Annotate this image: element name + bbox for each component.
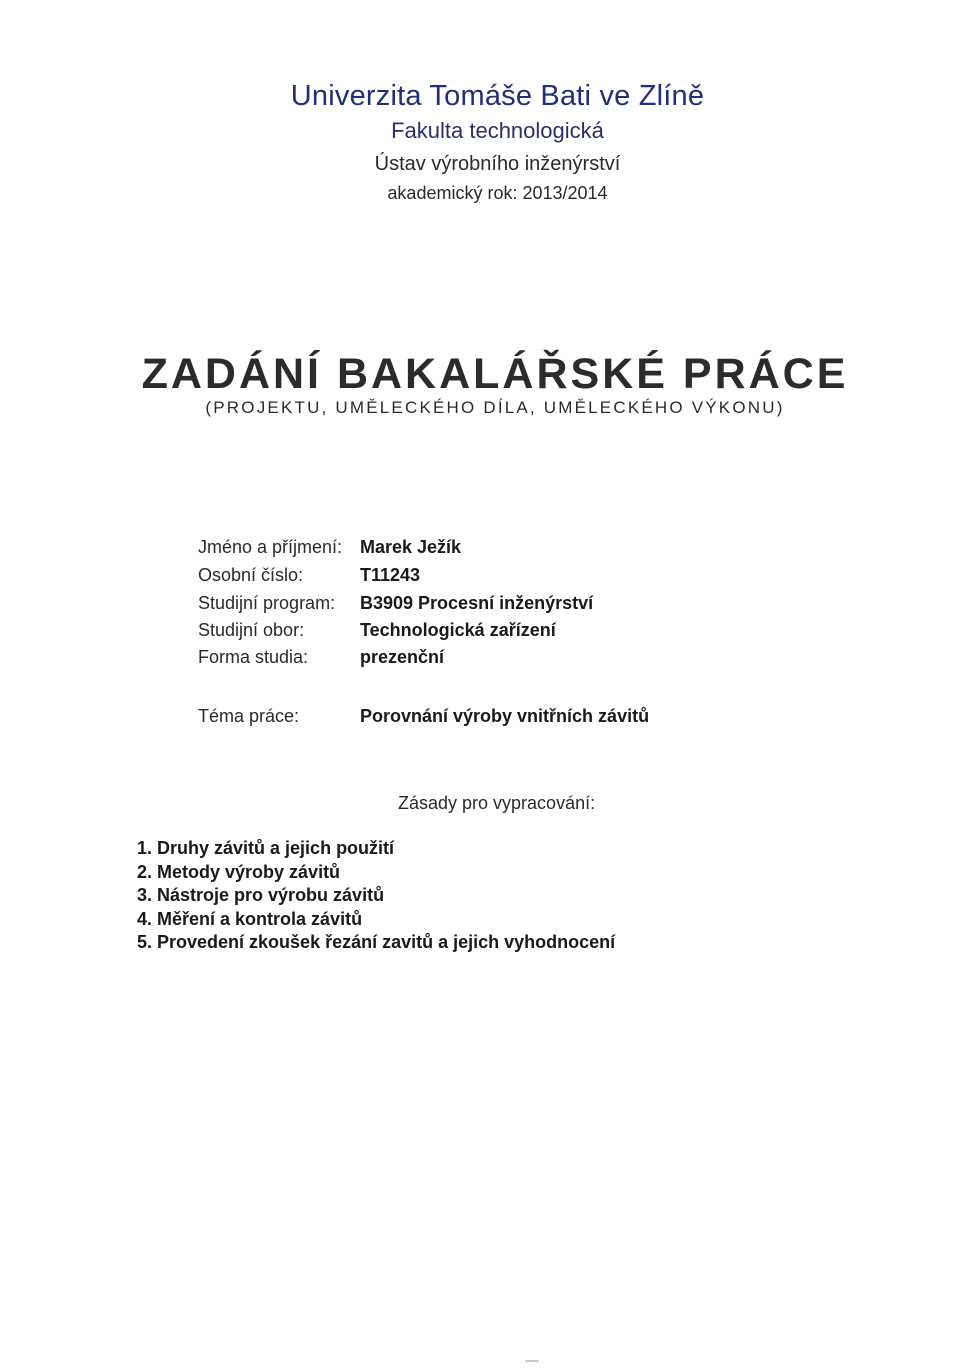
field-value: B3909 Procesní inženýrství [360, 593, 594, 613]
field-value: Technologická zařízení [360, 620, 556, 640]
principles-heading: Zásady pro vypracování: [398, 793, 596, 813]
academic-year: akademický rok: 2013/2014 [387, 183, 608, 203]
field-label: Jméno a příjmení: [198, 537, 343, 557]
list-item: 4. Měření a kontrola závitů [137, 908, 363, 929]
field-label: Osobní číslo: [198, 565, 304, 585]
topic-value: Porovnání výroby vnitřních závitů [360, 706, 650, 726]
field-label: Studijní program: [198, 593, 336, 613]
field-label: Forma studia: [198, 647, 309, 667]
list-item: 1. Druhy závitů a jejich použití [137, 838, 395, 858]
list-item: 5. Provedení zkoušek řezání zavitů a jejich vyhodnocení [137, 932, 616, 952]
university-name: Univerzita Tomáše Bati ve Zlíně [290, 80, 705, 112]
field-value: prezenční [360, 647, 445, 667]
field-value: Marek Ježík [360, 537, 462, 557]
list-item: 2. Metody výroby závitů [137, 861, 341, 882]
principles-list [137, 837, 615, 955]
faculty-name: Fakulta technologická [391, 118, 604, 143]
institute-name: Ústav výrobního inženýrství [374, 153, 621, 175]
list-item: 3. Nástroje pro výrobu závitů [137, 885, 385, 905]
document-title: ZADÁNÍ BAKALÁŘSKÉ PRÁCE [141, 350, 849, 398]
scan-mark [525, 1360, 539, 1362]
field-label: Studijní obor: [198, 620, 305, 640]
document-subtitle: (PROJEKTU, UMĚLECKÉHO DÍLA, UMĚLECKÉHO VÝKONU) [205, 398, 785, 417]
topic-label: Téma práce: [198, 706, 300, 726]
field-value: T11243 [360, 565, 421, 585]
